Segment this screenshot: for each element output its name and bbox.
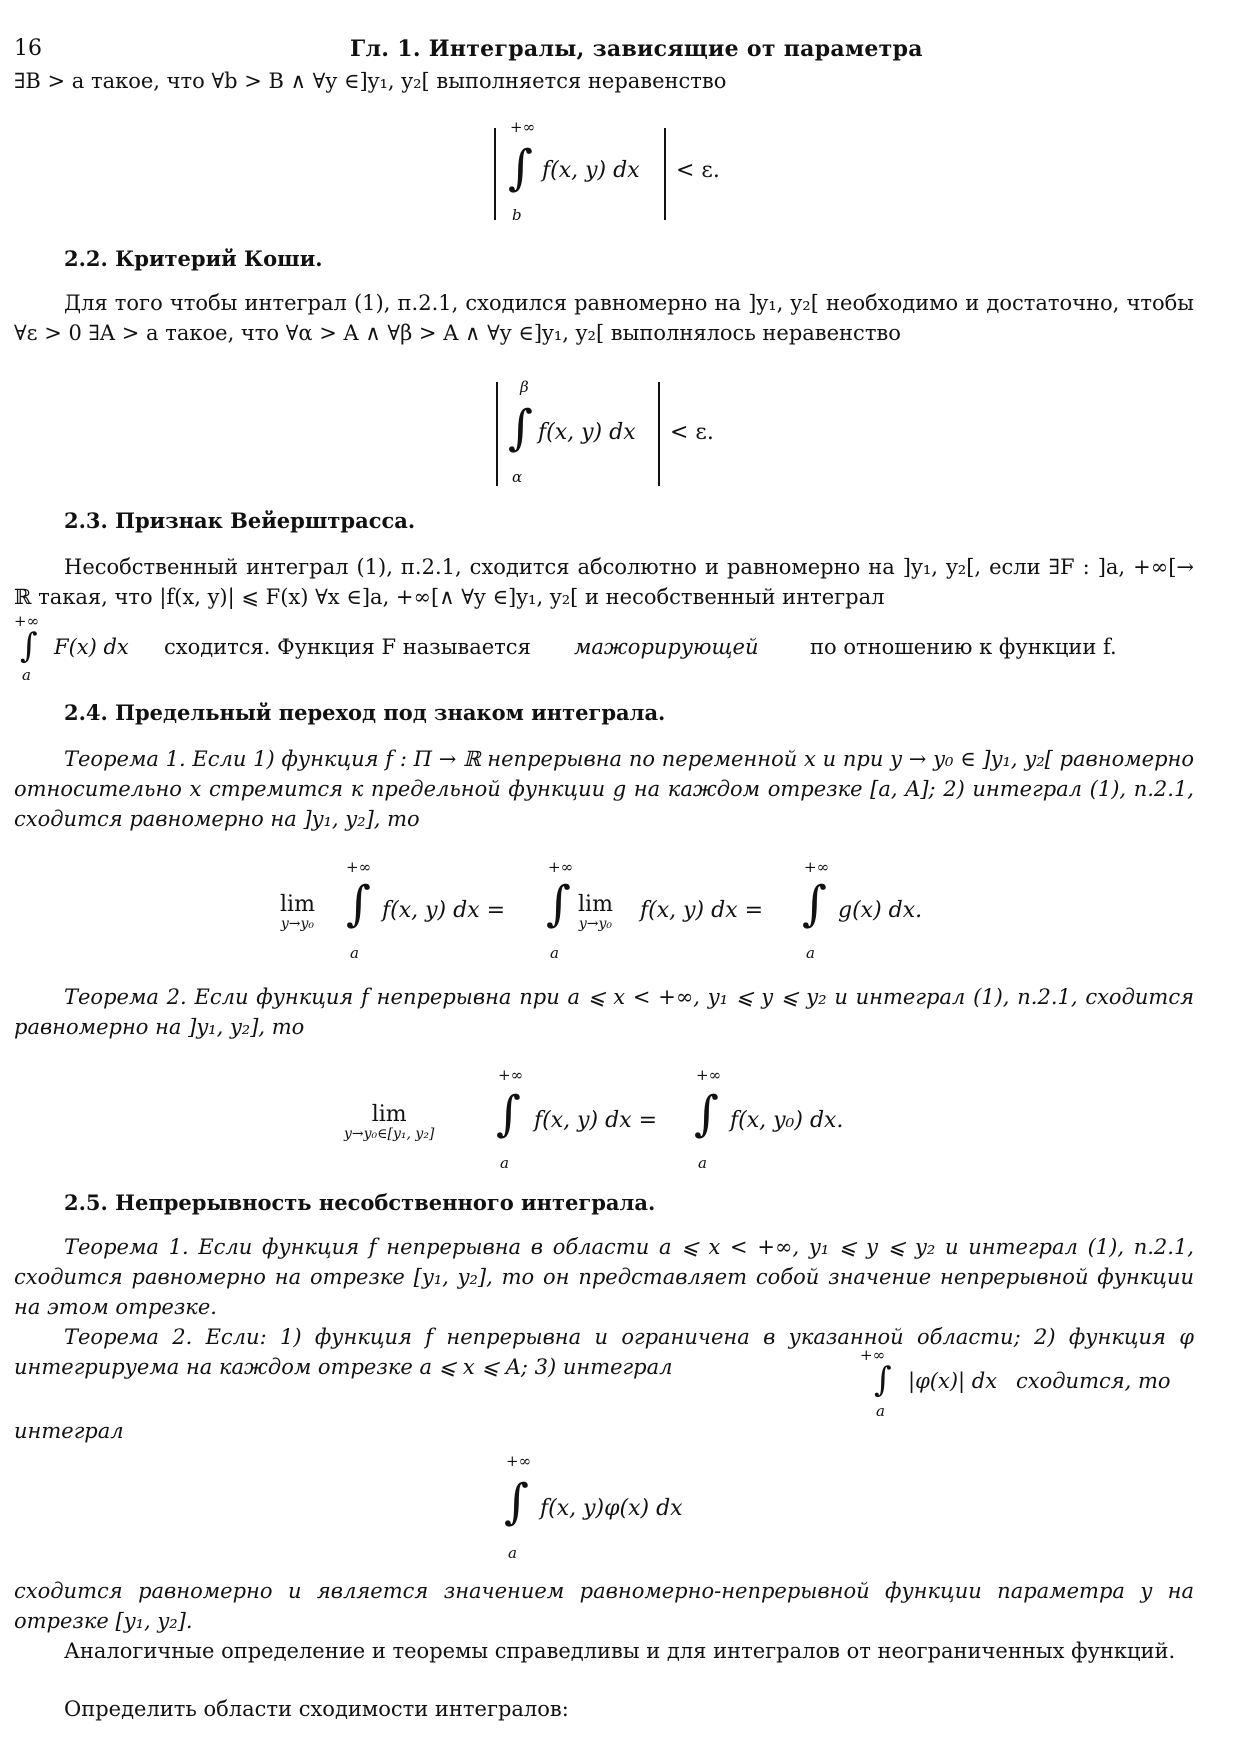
integral3-sign: ∫ xyxy=(802,876,828,932)
integral-sign: ∫ xyxy=(504,1474,530,1530)
section-heading-2-3: 2.3. Признак Вейерштрасса. xyxy=(64,508,416,533)
integral-sign: ∫ xyxy=(20,626,38,666)
lim-subscript: y→y₀ xyxy=(280,916,315,932)
integral1-upper-limit: +∞ xyxy=(498,1066,524,1084)
integral1-sign: ∫ xyxy=(346,876,372,932)
integral2-body: f(x, y₀) dx. xyxy=(730,1108,844,1133)
section-2-2-text: Для того чтобы интеграл (1), п.2.1, сходился равномерно на ]y₁, y₂[ необходимо и достаточно, чтобы ∀ε > 0 ∃A > a такое, что ∀α > A ∧ ∀β > A ∧ ∀y ∈]y₁, y₂[ выполнялось неравенство xyxy=(14,291,1194,345)
running-header xyxy=(14,36,1199,66)
section-heading-2-2: 2.2. Критерий Коши. xyxy=(64,246,323,271)
integral1-body: f(x, y) dx = xyxy=(382,898,506,923)
limit-operator xyxy=(344,1102,434,1141)
abs-bar-left xyxy=(496,382,498,486)
abs-bar-right xyxy=(658,382,660,486)
text-relation: по отношению к функции f. xyxy=(810,635,1117,659)
theorem-2-5-2-integral xyxy=(860,1346,1200,1420)
section-heading-2-4: 2.4. Предельный переход под знаком интеграла. xyxy=(64,700,666,725)
integral3-upper-limit: +∞ xyxy=(804,858,830,876)
integral3-body: g(x) dx. xyxy=(838,898,923,923)
integral1-sign: ∫ xyxy=(496,1086,522,1142)
integrand: f(x, y)φ(x) dx xyxy=(540,1496,683,1521)
section-2-3-integral-line xyxy=(14,612,1194,684)
integral-body: |φ(x)| dx xyxy=(908,1369,998,1393)
integral-upper-limit: +∞ xyxy=(860,1346,886,1364)
text-converges: сходится, то xyxy=(1016,1369,1171,1393)
theorem-2-5-2-line1: Теорема 2. Если: 1) функция f непрерывна и ограничена в указанной области; 2) функция φ интегрируема на каждом отрезке a ⩽ x ⩽ A; 3) интеграл xyxy=(14,1325,1194,1379)
term-majorizing: мажорирующей xyxy=(574,635,759,659)
running-title: Гл. 1. Интегралы, зависящие от параметра xyxy=(350,36,923,62)
integral-body: F(x) dx xyxy=(54,635,129,659)
lim-label: lim xyxy=(280,892,315,917)
text-converges: сходится. Функция F называется xyxy=(164,635,531,659)
integral-upper-limit: β xyxy=(520,378,529,396)
lim-subscript: y→y₀∈[y₁, y₂] xyxy=(344,1126,435,1142)
integral1-lower-limit: a xyxy=(350,944,359,962)
inequality-rhs: < ε. xyxy=(670,420,714,445)
exercise-prompt: Определить области сходимости интегралов: xyxy=(64,1697,569,1721)
intro-line: ∃B > a такое, что ∀b > B ∧ ∀y ∈]y₁, y₂[ выполняется неравенство xyxy=(14,69,727,93)
integral-upper-limit: +∞ xyxy=(506,1452,532,1470)
theorem-2-5-2-conclusion: сходится равномерно и является значением равномерно-непрерывной функции параметра y на отрезке [y₁, y₂]. xyxy=(14,1579,1194,1633)
inequality-rhs: < ε. xyxy=(676,158,720,183)
integral2-upper-limit: +∞ xyxy=(696,1066,722,1084)
integral2-upper-limit: +∞ xyxy=(548,858,574,876)
integral-sign: ∫ xyxy=(508,140,534,196)
equation-uniform-convergence xyxy=(490,118,750,228)
integral2-lower-limit: a xyxy=(550,944,559,962)
theorem-2-4-1: Теорема 1. Если 1) функция f : Π → ℝ непрерывна по переменной x и при y → y₀ ∈ ]y₁, y₂[ равномерно относительно x стремится к предельной функции g на каждом отрезке [a, A]; 2) интеграл (1), п.2.1, сходится равномерно на ]y₁, y₂], то xyxy=(14,747,1194,831)
integral3-lower-limit: a xyxy=(806,944,815,962)
lim-label: lim xyxy=(371,1102,407,1127)
integral-lower-limit: α xyxy=(512,468,523,486)
theorem-2-4-2: Теорема 2. Если функция f непрерывна при a ⩽ x < +∞, y₁ ⩽ y ⩽ y₂ и интеграл (1), п.2.1, сходится равномерно на ]y₁, y₂], то xyxy=(14,985,1194,1039)
integral1-upper-limit: +∞ xyxy=(346,858,372,876)
lim-subscript: y→y₀ xyxy=(578,916,613,932)
remark-unbounded: Аналогичные определение и теоремы справедливы и для интегралов от неограниченных функций. xyxy=(64,1639,1176,1663)
equation-limit-passage-2 xyxy=(344,1062,904,1172)
abs-bar-left xyxy=(494,128,496,220)
integral2-body: f(x, y) dx = xyxy=(640,898,764,923)
integral-lower-limit: b xyxy=(512,206,522,224)
abs-bar-right xyxy=(664,128,666,220)
integral-lower-limit: a xyxy=(876,1402,885,1420)
theorem-2-5-1: Теорема 1. Если функция f непрерывна в области a ⩽ x < +∞, y₁ ⩽ y ⩽ y₂ и интеграл (1), п.2.1, сходится равномерно на отрезке [y₁, y₂], то он представляет собой значение непрерывной функции на этом отрезке. xyxy=(14,1235,1194,1319)
limit-operator xyxy=(280,892,315,931)
integral-lower-limit: a xyxy=(508,1544,517,1562)
integral-upper-limit: +∞ xyxy=(14,612,40,630)
section-heading-2-5: 2.5. Непрерывность несобственного интеграла. xyxy=(64,1190,656,1215)
integral-sign: ∫ xyxy=(874,1360,892,1400)
page-number: 16 xyxy=(14,36,42,61)
integral-upper-limit: +∞ xyxy=(510,118,536,136)
integrand: f(x, y) dx xyxy=(542,158,640,183)
integral-sign: ∫ xyxy=(508,400,534,456)
integral2-lower-limit: a xyxy=(698,1154,707,1172)
equation-cauchy xyxy=(490,378,750,490)
integrand: f(x, y) dx xyxy=(538,420,636,445)
lim-label: lim xyxy=(578,892,613,917)
integral1-lower-limit: a xyxy=(500,1154,509,1172)
inner-limit-operator xyxy=(578,892,613,931)
integral2-sign: ∫ xyxy=(546,876,572,932)
equation-continuity xyxy=(500,1452,760,1564)
integral-lower-limit: a xyxy=(22,666,31,684)
theorem-2-5-2-line3: интеграл xyxy=(14,1419,124,1443)
section-2-3-text: Несобственный интеграл (1), п.2.1, сходится абсолютно и равномерно на ]y₁, y₂[, если ∃F : ]a, +∞[→ ℝ такая, что |f(x, y)| ⩽ F(x) ∀x ∈]a, +∞[∧ ∀y ∈]y₁, y₂[ и несобственный интеграл xyxy=(14,555,1194,609)
integral2-sign: ∫ xyxy=(694,1086,720,1142)
integral1-body: f(x, y) dx = xyxy=(534,1108,658,1133)
equation-limit-passage xyxy=(280,852,960,962)
